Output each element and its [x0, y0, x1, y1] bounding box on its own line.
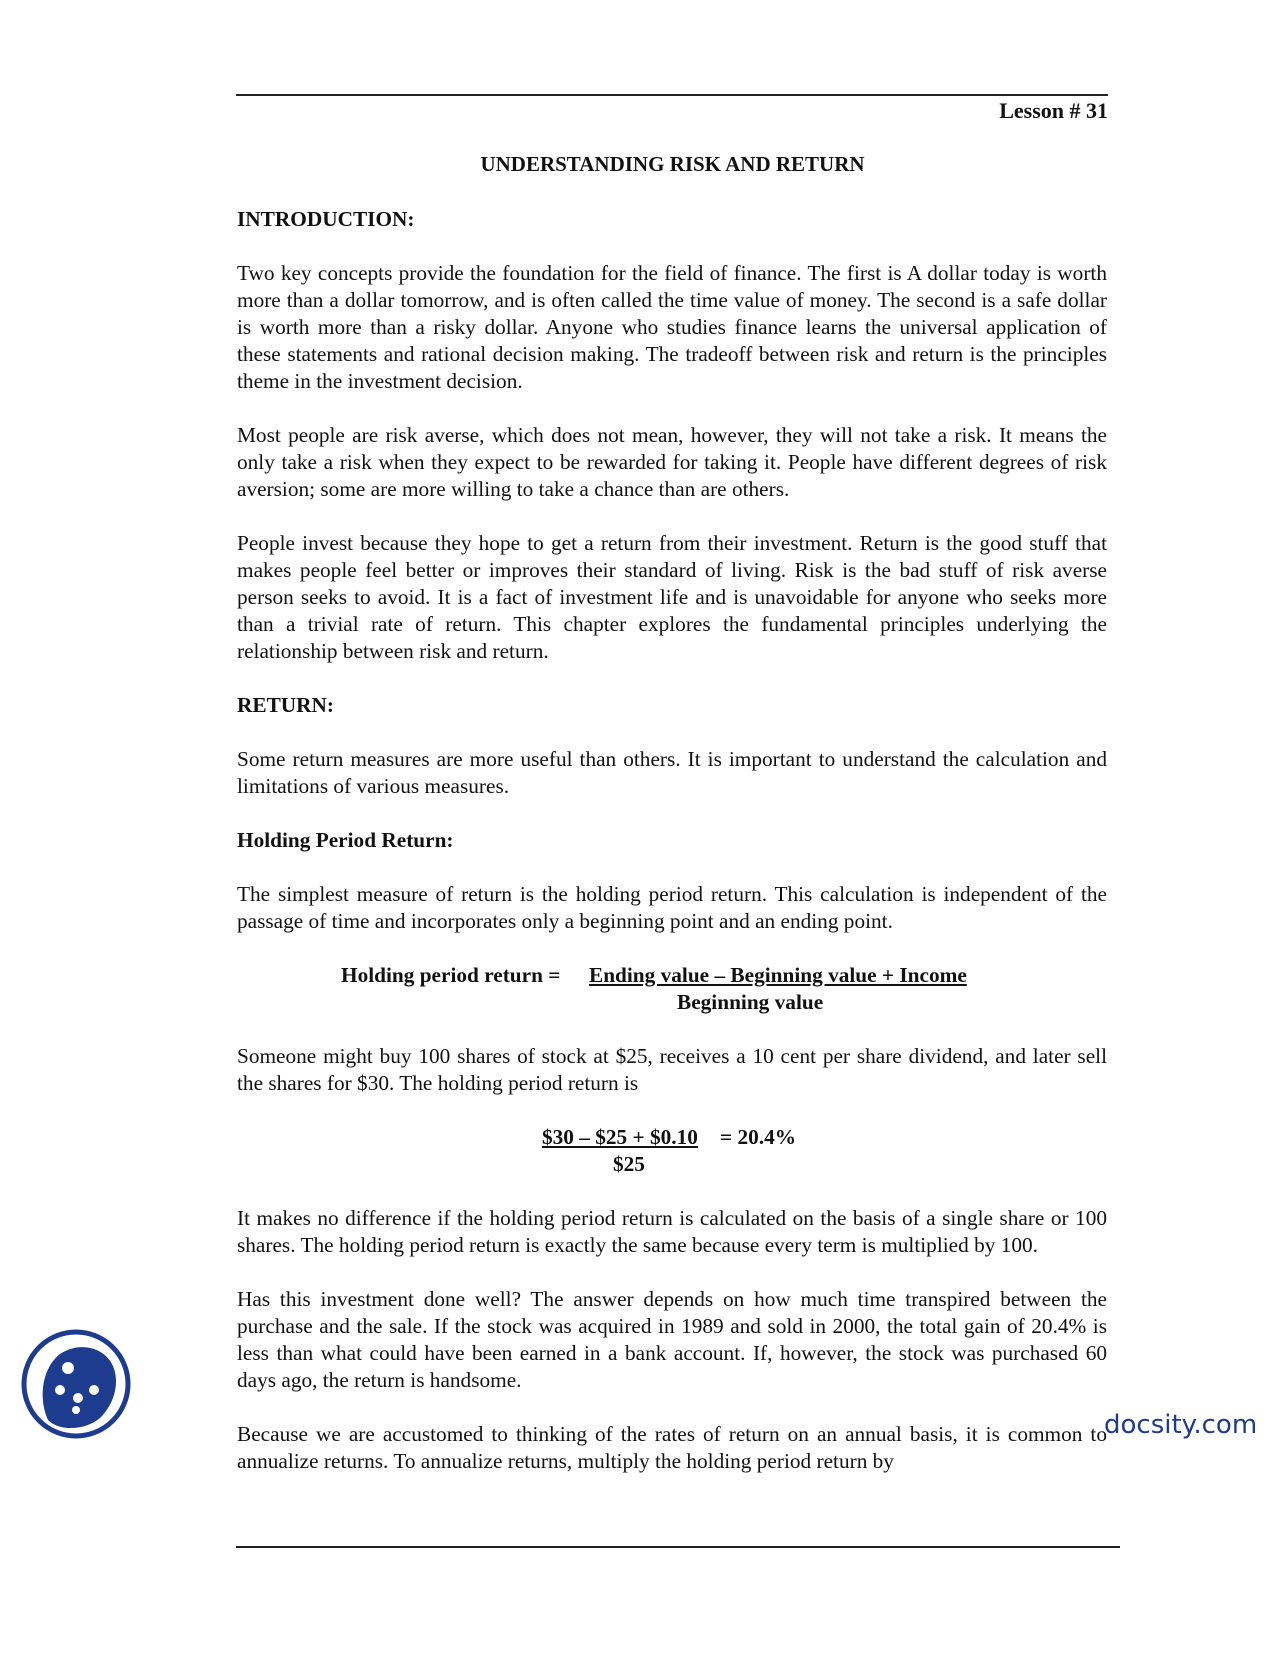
hpr-formula	[237, 962, 1107, 1016]
docsity-logo-icon	[20, 1328, 132, 1440]
docsity-watermark[interactable]: docsity.com	[1104, 1410, 1258, 1440]
hpr-paragraph-4: Has this investment done well? The answer depends on how much time transpired between the purchase and the sale. If the stock was acquired in 1989 and sold in 2000, the total gain of 20.4% is less than what could have been earned in a bank account. If, however, the stock was purchased 60 days ago, the return is handsome.	[237, 1287, 1107, 1392]
hpr-paragraph-5: Because we are accustomed to thinking of the rates of return on an annual basis, it is common to annualize returns. To annualize returns, multiply the holding period return by	[237, 1422, 1107, 1473]
hpr-paragraph-2: Someone might buy 100 shares of stock at $25, receives a 10 cent per share dividend, and later sell the shares for $30. The holding period return is	[237, 1044, 1107, 1095]
formula-denominator: Beginning value	[677, 990, 824, 1014]
introduction-heading: INTRODUCTION:	[237, 207, 415, 231]
intro-paragraph-1: Two key concepts provide the foundation for the field of finance. The first is A dollar today is worth more than a dollar tomorrow, and is often called the time value of money. The second is a safe dollar is worth more than a risky dollar. Anyone who studies finance learns the universal application of these statements and rational decision making. The tradeoff between risk and return is the principles theme in the investment decision.	[237, 261, 1107, 393]
intro-paragraph-2: Most people are risk averse, which does not mean, however, they will not take a risk. It means the only take a risk when they expect to be rewarded for taking it. People have different degrees of risk aversion; some are more willing to take a chance than are others.	[237, 423, 1107, 501]
hpr-paragraph-3: It makes no difference if the holding period return is calculated on the basis of a single share or 100 shares. The holding period return is exactly the same because every term is multiplied by 100.	[237, 1206, 1107, 1257]
hpr-example-formula	[237, 1124, 1107, 1178]
lesson-number: Lesson # 31	[999, 98, 1108, 123]
example-numerator: $30 – $25 + $0.10	[542, 1125, 698, 1149]
return-heading: RETURN:	[237, 693, 335, 717]
example-result: = 20.4%	[720, 1125, 797, 1149]
document-body	[237, 206, 1107, 1502]
footer-rule	[236, 1546, 1120, 1548]
formula-lhs: Holding period return =	[341, 963, 561, 987]
example-denominator: $25	[613, 1152, 645, 1176]
intro-paragraph-3: People invest because they hope to get a return from their investment. Return is the good stuff that makes people feel better or improves their standard of living. Risk is the bad stuff of risk averse person seeks to avoid. It is a fact of investment life and is unavoidable for anyone who seeks more than a trivial rate of return. This chapter explores the fundamental principles underlying the relationship between risk and return.	[237, 531, 1107, 663]
page-title: UNDERSTANDING RISK AND RETURN	[480, 152, 865, 176]
hpr-paragraph-1: The simplest measure of return is the holding period return. This calculation is independent of the passage of time and incorporates only a beginning point and an ending point.	[237, 882, 1107, 933]
return-paragraph: Some return measures are more useful than others. It is important to understand the calculation and limitations of various measures.	[237, 747, 1107, 798]
formula-numerator: Ending value – Beginning value + Income	[589, 963, 967, 987]
header-rule	[236, 94, 1108, 96]
holding-period-heading: Holding Period Return:	[237, 828, 454, 852]
